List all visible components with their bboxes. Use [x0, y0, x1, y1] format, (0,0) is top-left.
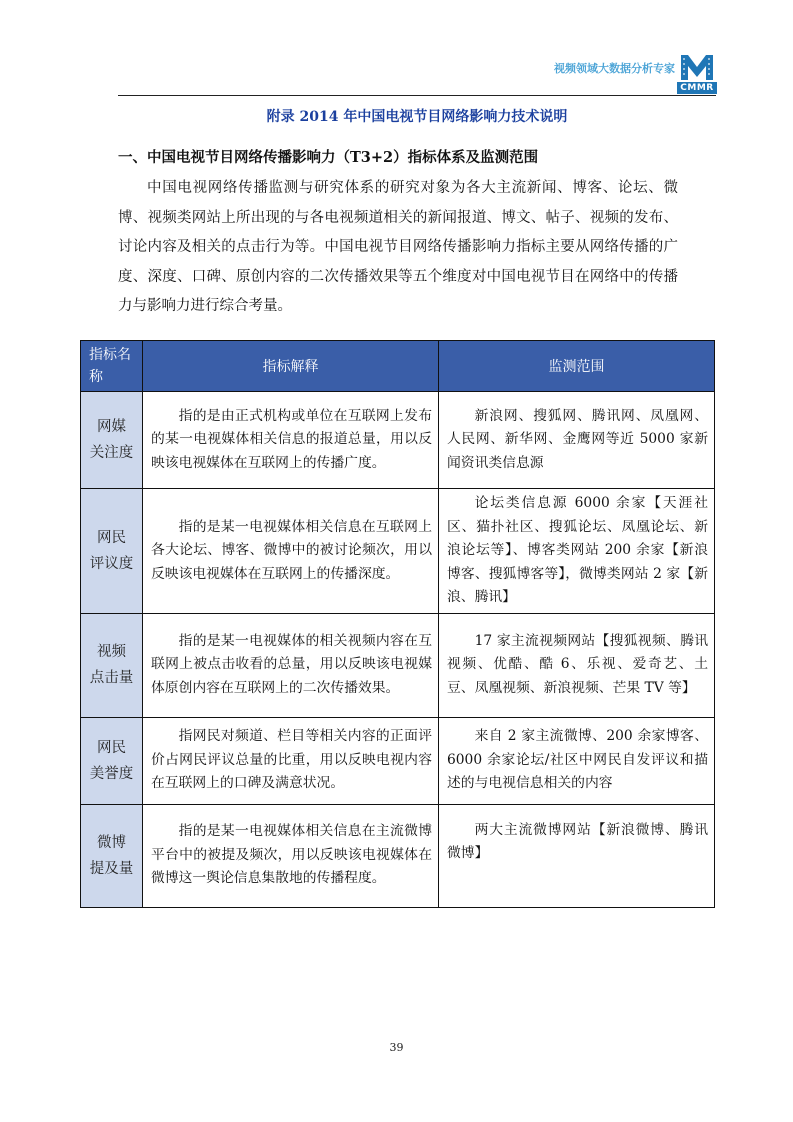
- monitor-scope: [439, 392, 715, 489]
- section-heading: 一、中国电视节目网络传播影响力（T3+2）指标体系及监测范围: [118, 149, 539, 166]
- indicator-name-line: 美誉度: [89, 765, 134, 782]
- header-tagline: 视频领域大数据分析专家: [554, 62, 675, 75]
- monitor-scope: [439, 804, 715, 907]
- indicator-description: [143, 613, 439, 717]
- cmmr-logo: [677, 52, 717, 96]
- indicator-description: [143, 489, 439, 614]
- scope-text: 来自 2 家主流微博、200 余家博客、6000 余家论坛/社区中网民自发评议和描述的与电视信息相关的内容: [447, 728, 708, 792]
- indicator-name-line: 网媒: [97, 419, 126, 435]
- indicator-name-line: 视频: [97, 644, 126, 660]
- indicator-name: [81, 717, 143, 804]
- table-header-row: [81, 341, 715, 392]
- indicator-name: [81, 392, 143, 489]
- monitor-scope: [439, 717, 715, 804]
- indicator-name-line: 网民: [97, 529, 126, 546]
- table-row: [81, 613, 715, 717]
- description-text: 指的是某一电视媒体相关信息在主流微博平台中的被提及频次，用以反映该电视媒体在微博这一舆论信息集散地的传播程度。: [151, 823, 432, 887]
- scope-text: 论坛类信息源 6000 余家【天涯社区、猫扑社区、搜狐论坛、凤凰论坛、新浪论坛等】、博客类网站 200 余家【新浪博客、搜狐博客等】，微博类网站 2 家【新浪、腾讯】: [447, 495, 708, 605]
- indicator-description: [143, 392, 439, 489]
- description-text: 指网民对频道、栏目等相关内容的正面评价占网民评议总量的比重，用以反映电视内容在互联网上的口碑及满意状况。: [151, 728, 432, 792]
- logo-m-icon: [677, 52, 717, 82]
- scope-text: 新浪网、搜狐网、腾讯网、凤凰网、人民网、新华网、金鹰网等近 5000 家新闻资讯类信息源: [447, 407, 708, 471]
- indicator-name-line: 提及量: [89, 860, 134, 877]
- description-text: 指的是由正式机构或单位在互联网上发布的某一电视媒体相关信息的报道总量，用以反映该电视媒体在互联网上的传播广度。: [151, 407, 432, 471]
- indicator-description: [143, 717, 439, 804]
- indicator-name-line: 网民: [97, 739, 126, 756]
- description-text: 指的是某一电视媒体相关信息在互联网上各大论坛、博客、微博中的被讨论频次，用以反映该电视媒体在互联网上的传播深度。: [151, 518, 432, 582]
- document-title: 附录 2014 年中国电视节目网络影响力技术说明: [266, 109, 568, 125]
- table-row: [81, 717, 715, 804]
- header-divider: [118, 95, 716, 96]
- indicator-description: [143, 804, 439, 907]
- indicator-name: [81, 804, 143, 907]
- scope-text: 17 家主流视频网站【搜狐视频、腾讯视频、优酷、酷 6、乐视、爱奇艺、土豆、凤凰视频、新浪视频、芒果 TV 等】: [447, 632, 708, 696]
- description-text: 指的是某一电视媒体的相关视频内容在互联网上被点击收看的总量，用以反映该电视媒体原创内容在互联网上的二次传播效果。: [151, 632, 432, 696]
- header-monitor-scope: 监测范围: [439, 341, 715, 392]
- monitor-scope: [439, 613, 715, 717]
- indicator-name: [81, 489, 143, 614]
- indicator-name-line: 评议度: [89, 555, 134, 572]
- header-indicator-name: 指标名称: [81, 341, 143, 392]
- indicator-table: [80, 340, 715, 908]
- monitor-scope: [439, 489, 715, 614]
- logo-text: CMMR: [677, 82, 717, 94]
- intro-paragraph: 中国电视网络传播监测与研究体系的研究对象为各大主流新闻、博客、论坛、微博、视频类网站上所出现的与各电视频道相关的新闻报道、博文、帖子、视频的发布、讨论内容及相关的点击行为等。中国电视节目网络传播影响力指标主要从网络传播的广度、深度、口碑、原创内容的二次传播效果等五个维度对中国电视节目在网络中的传播力与影响力进行综合考量。: [118, 180, 678, 314]
- table-row: [81, 392, 715, 489]
- indicator-name-line: 微博: [97, 834, 126, 851]
- scope-text: 两大主流微博网站【新浪微博、腾讯微博】: [447, 821, 708, 861]
- indicator-name: [81, 613, 143, 717]
- table-row: [81, 804, 715, 907]
- page-number: 39: [389, 1041, 404, 1054]
- indicator-name-line: 点击量: [89, 670, 134, 686]
- table-row: [81, 489, 715, 614]
- header-indicator-desc: 指标解释: [143, 341, 439, 392]
- indicator-name-line: 关注度: [89, 445, 134, 461]
